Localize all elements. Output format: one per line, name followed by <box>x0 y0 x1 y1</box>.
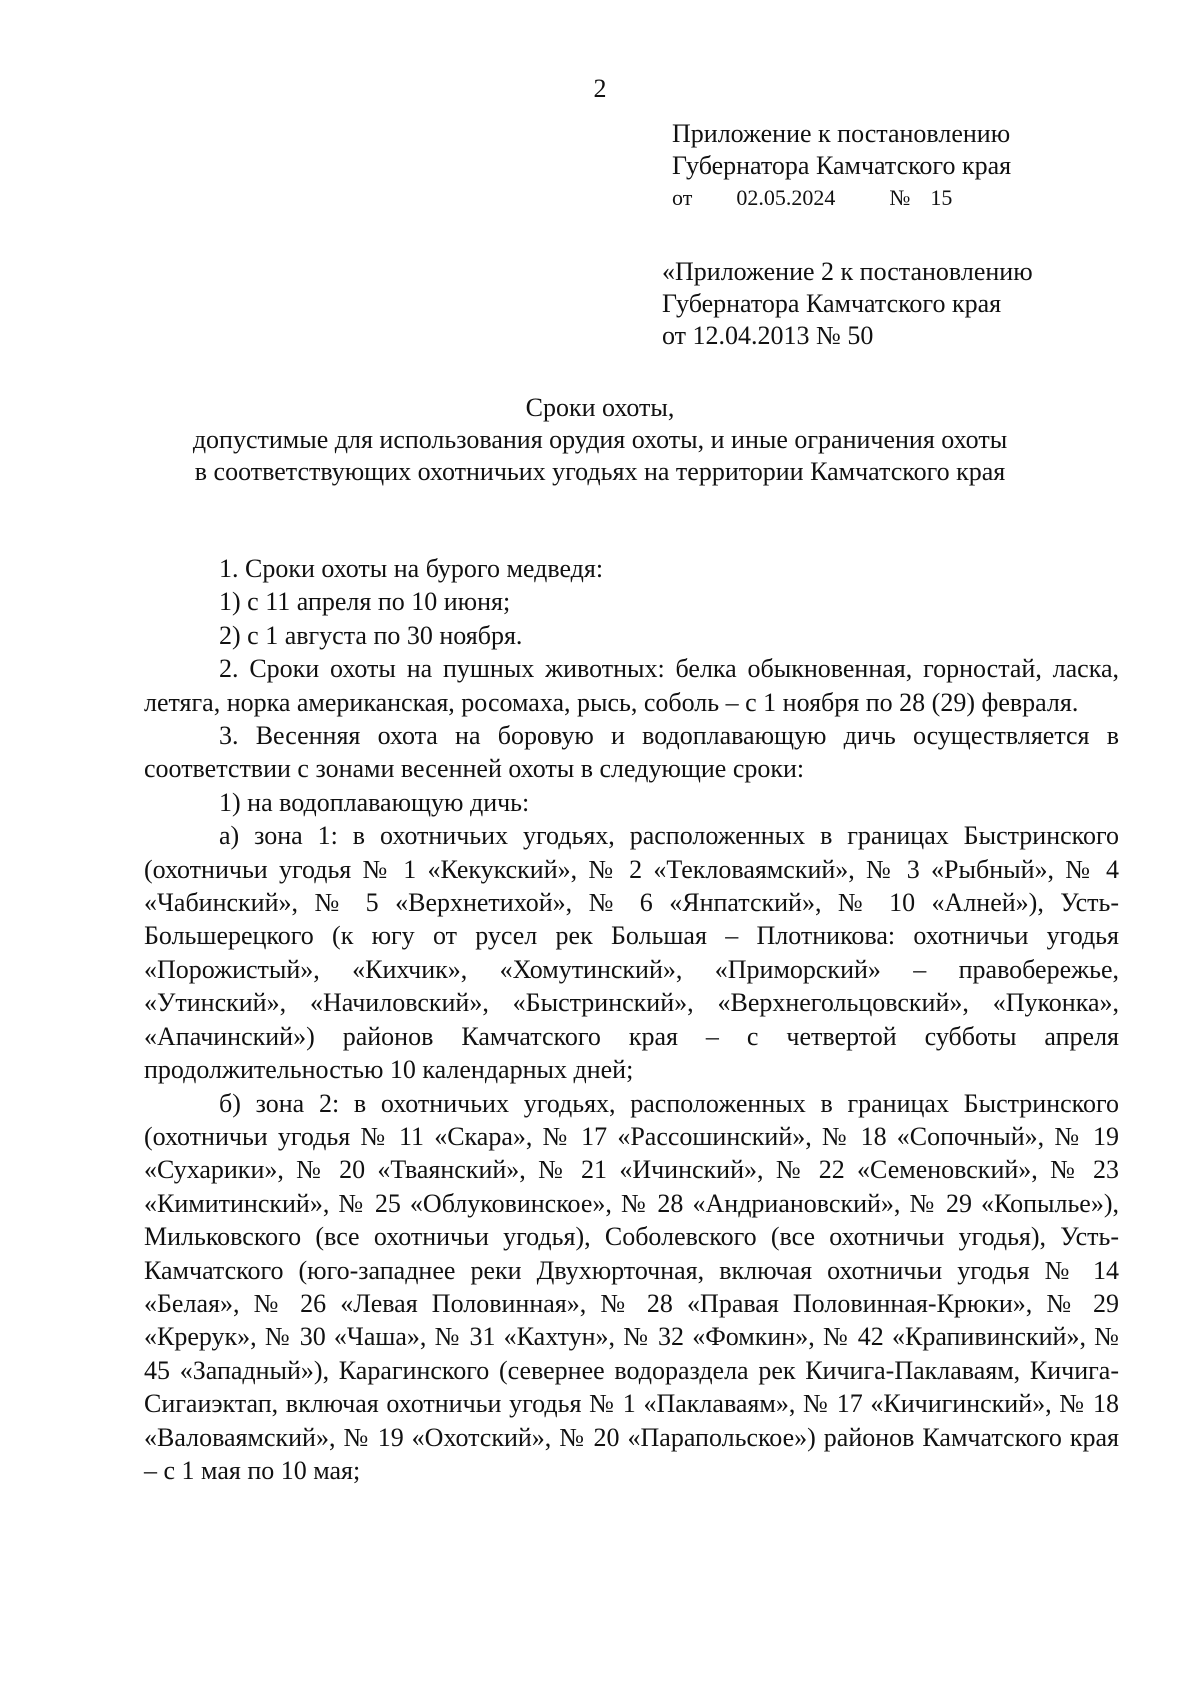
paragraph-1-item-1: 1) с 11 апреля по 10 июня; <box>219 587 511 617</box>
document-title <box>0 392 1200 488</box>
original-appendix-block <box>662 256 1033 352</box>
original-line-1: «Приложение 2 к постановлению <box>662 257 1033 286</box>
approval-number-sign: № <box>889 185 911 210</box>
title-line-3: в соответствующих охотничьих угодьях на территории Камчатского края <box>194 457 1006 486</box>
paragraph-1-item-2: 2) с 1 августа по 30 ноября. <box>219 620 523 650</box>
approval-line-1: Приложение к постановлению <box>672 119 1011 148</box>
original-line-3: от 12.04.2013 № 50 <box>662 321 874 350</box>
approval-block <box>672 118 1011 214</box>
paragraph-2: 2. Сроки охоты на пушных животных: белка обыкновенная, горностай, ласка, летяга, норка американская, росомаха, рысь, соболь – с 1 ноября по 28 (29) февраля. <box>144 654 1119 717</box>
paragraph-1: 1. Сроки охоты на бурого медведя: <box>219 554 604 583</box>
approval-ot: от <box>672 185 693 210</box>
paragraph-3-item-1: 1) на водоплавающую дичь: <box>219 787 530 817</box>
page-number: 2 <box>593 74 607 103</box>
approval-date: 02.05.2024 <box>736 185 836 210</box>
paragraph-3-item-1a: а) зона 1: в охотничьих угодьях, расположенных в границах Быстринского (охотничьи угодья № 1 «Кекукский», № 2 «Текловаямский», № 3 «Рыбный», № 4 «Чабинский», № 5 «Верхнетихой», № 6 «Янпатский», № 10 «Алней»), Усть-Большерецкого (к югу от русел рек Большая – Плотникова: охотничьи угодья «Порожистый», «Кихчик», «Хомутинский», «Приморский» – правобережье, «Утинский», «Начиловский», «Быстринский», «Верхнегольцовский», «Пуконка», «Апачинский») районов Камчатского края – с четвертой субботы апреля продолжительностью 10 календарных дней; <box>144 821 1119 1085</box>
approval-date-line <box>672 182 1011 214</box>
approval-line-2: Губернатора Камчатского края <box>672 151 1012 180</box>
paragraph-3: 3. Весенняя охота на боровую и водоплавающую дичь осуществляется в соответствии с зонами весенней охоты в следующие сроки: <box>144 721 1119 784</box>
paragraph-3-item-1b: б) зона 2: в охотничьих угодьях, расположенных в границах Быстринского (охотничьи угодья № 11 «Скара», № 17 «Рассошинский», № 18 «Сопочный», № 19 «Сухарики», № 20 «Тваянский», № 21 «Ичинский», № 22 «Семеновский», № 23 «Кимитинский», № 25 «Облуковинское», № 28 «Андриановский», № 29 «Копылье»), Мильковского (все охотничьи угодья), Соболевского (все охотничьи угодья), Усть-Камчатского (юго-западнее реки Двухюрточная, включая охотничьи угодья № 14 «Белая», № 26 «Левая Половинная», № 28 «Правая Половинная-Крюки», № 29 «Крерук», № 30 «Чаша», № 31 «Кахтун», № 32 «Фомкин», № 42 «Крапивинский», № 45 «Западный»), Карагинского (севернее водораздела рек Кичига-Паклаваям, Кичига-Сигаиэктап, включая охотничьи угодья № 1 «Паклаваям», № 17 «Кичигинский», № 18 «Валоваямский», № 19 «Охотский», № 20 «Парапольское») районов Камчатского края – с 1 мая по 10 мая; <box>144 1088 1119 1485</box>
approval-number: 15 <box>930 185 953 210</box>
title-line-2: допустимые для использования орудия охоты, и иные ограничения охоты <box>192 425 1008 454</box>
title-line-1: Сроки охоты, <box>525 393 675 422</box>
original-line-2: Губернатора Камчатского края <box>662 289 1002 318</box>
document-body <box>144 552 1119 1487</box>
